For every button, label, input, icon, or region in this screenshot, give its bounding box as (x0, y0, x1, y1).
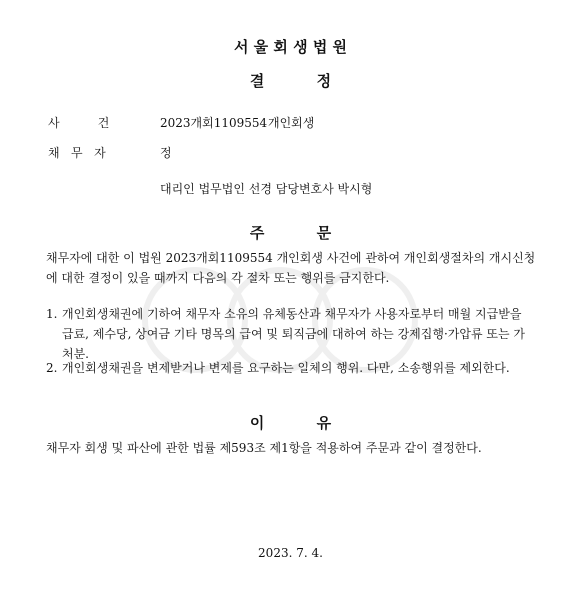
case-title: 개인회생 (268, 116, 315, 130)
order-item-number: 1. (46, 307, 58, 321)
order-item-number: 2. (46, 361, 58, 375)
order-item-text: 개인회생채권을 변제받거나 변제를 요구하는 일체의 행위. 다만, 소송행위를 제외한다. (62, 361, 510, 375)
order-intro: 채무자에 대한 이 법원 2023개회1109554 개인회생 사건에 관하여 개인회생절차의 개시신청에 대한 결정이 있을 때까지 다음의 각 절차 또는 행위를 금지한다. (46, 251, 536, 285)
order-heading: 주 문 (249, 224, 332, 242)
case-number: 2023개회1109554 (160, 116, 268, 130)
decision-date: 2023. 7. 4. (258, 546, 323, 560)
representative: 대리인 법무법인 선경 담당변호사 박시형 (160, 182, 373, 196)
order-item-text: 개인회생채권에 기하여 채무자 소유의 유체동산과 채무자가 사용자로부터 매월 지급받을 급료, 제수당, 상여금 기타 명목의 급여 및 퇴직금에 대하여 하는 강제집행·가압류 또는 가처분. (62, 307, 525, 361)
reason-heading: 이 유 (249, 414, 332, 432)
order-item (46, 304, 536, 364)
debtor-label: 채 무 자 (48, 146, 106, 160)
case-label: 사 건 (48, 116, 110, 130)
court-name: 서 울 회 생 법 원 (233, 38, 348, 56)
document-type: 결 정 (249, 72, 332, 90)
order-item (46, 358, 536, 378)
reason-text: 채무자 회생 및 파산에 관한 법률 제593조 제1항을 적용하여 주문과 같이 결정한다. (46, 441, 482, 455)
debtor-name: 정 (160, 146, 172, 160)
